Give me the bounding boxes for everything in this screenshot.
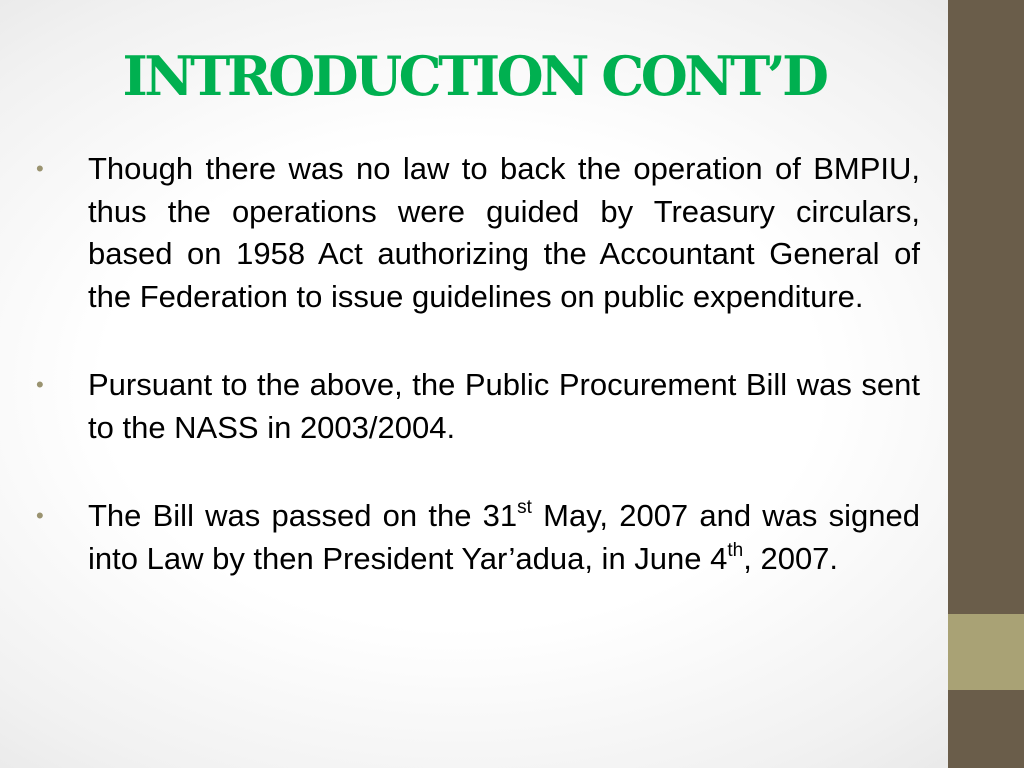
- bullet-dot-icon: •: [36, 372, 44, 397]
- bullet-dot-icon: •: [36, 503, 44, 528]
- side-bar-accent-block: [948, 614, 1024, 690]
- bullet-dot-icon: •: [36, 156, 44, 181]
- slide-title: INTRODUCTION CONT’D: [122, 44, 826, 108]
- bullet-text: Pursuant to the above, the Public Procurement Bill was sent to the NASS in 2003/2004.: [88, 367, 920, 445]
- bullet-text-part: The Bill was passed on the 31: [88, 498, 518, 533]
- bullet-text-part: , 2007.: [743, 540, 839, 576]
- bullet-text: [88, 495, 920, 580]
- ordinal-suffix: th: [727, 539, 744, 561]
- bullet-list: [28, 148, 920, 580]
- bullet-text-part: May, 2007 and was signed into Law by then President Yar’adua, in June 4: [88, 498, 920, 576]
- ordinal-suffix: st: [517, 497, 532, 518]
- bullet-text: Though there was no law to back the operation of BMPIU, thus the operations were guided by Treasury circulars, based on 1958 Act authorizing the Accountant General of the Federation to issue guidelines on public expenditure.: [88, 151, 920, 314]
- bullet-item: [28, 495, 920, 580]
- bullet-item: [28, 148, 920, 318]
- bullet-item: [28, 364, 920, 449]
